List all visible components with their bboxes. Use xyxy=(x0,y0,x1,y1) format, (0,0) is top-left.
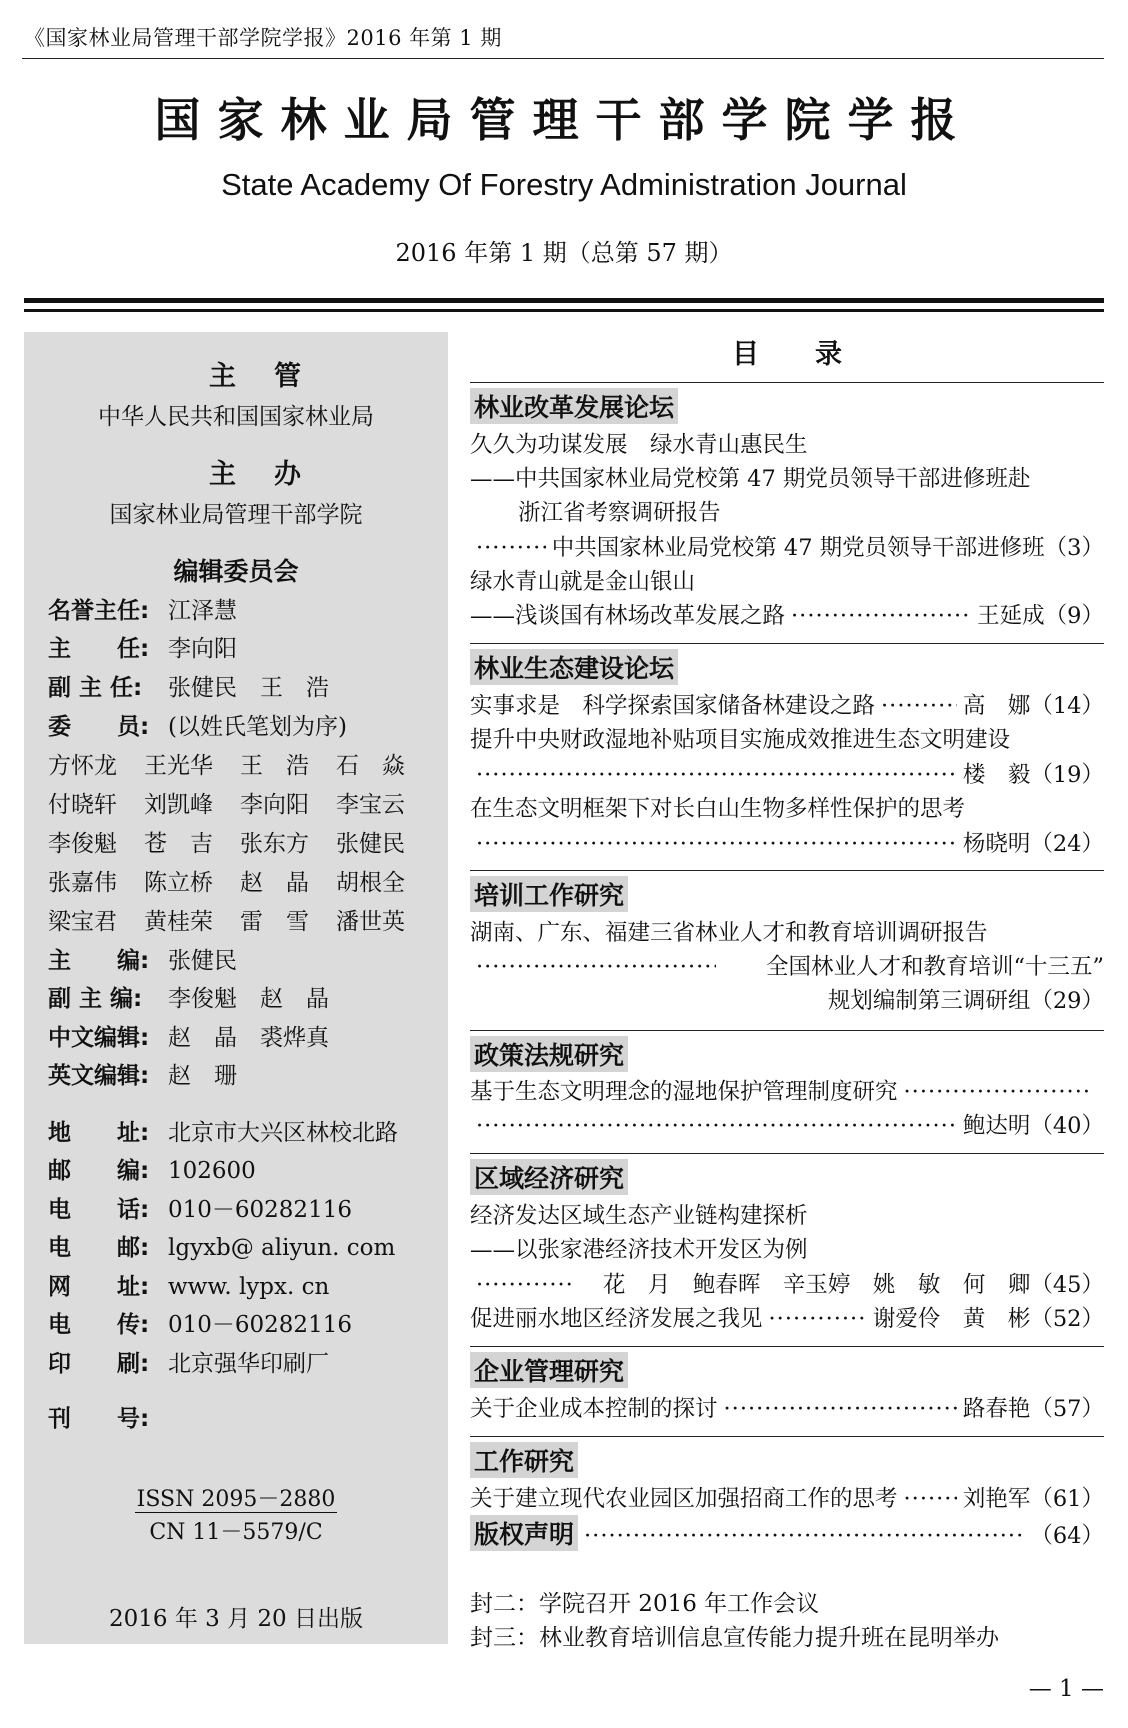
members-line xyxy=(48,825,432,858)
article-title: 湖南、广东、福建三省林业人才和教育培训调研报告 xyxy=(470,920,988,946)
publication-date: 2016 年 3 月 20 日出版 xyxy=(109,1606,363,1632)
chair-row xyxy=(48,630,237,663)
members-note: (以姓氏笔划为序) xyxy=(168,714,347,740)
masthead-panel xyxy=(24,332,448,1644)
dot-leader xyxy=(476,762,957,788)
article-title: 实事求是 科学探索国家储备林建设之路 xyxy=(470,693,876,719)
members-line xyxy=(48,786,432,819)
section-rule xyxy=(470,643,1104,644)
member-name: 张健民 xyxy=(336,831,405,857)
supervisor-heading: 主管 xyxy=(209,361,339,392)
issn-text: ISSN 2095－2880 xyxy=(136,1487,336,1512)
email: lgyxb@ aliyun. com xyxy=(168,1235,396,1261)
toc-title: 目录 xyxy=(732,339,898,370)
article-author: 全国林业人才和教育培训“十三五” xyxy=(765,954,1104,980)
members-line xyxy=(48,747,432,780)
dot-leader xyxy=(476,831,957,857)
article-author: 杨晓明（24） xyxy=(962,831,1104,857)
section-heading: 工作研究 xyxy=(470,1442,578,1478)
dot-leader xyxy=(476,954,716,980)
article-title: 关于企业成本控制的探讨 xyxy=(470,1396,718,1422)
dot-leader xyxy=(904,1079,1090,1105)
article-subtitle: ——以张家港经济技术开发区为例 xyxy=(470,1237,808,1263)
member-name: 赵 晶 xyxy=(240,870,309,896)
toc-entry[interactable] xyxy=(470,1267,1104,1299)
supervisor: 中华人民共和国国家林业局 xyxy=(98,404,374,430)
deputy-editor-row xyxy=(48,980,329,1013)
article-author: 王延成（9） xyxy=(977,603,1104,629)
toc-entry[interactable] xyxy=(470,949,1104,981)
page-ref: （64） xyxy=(1030,1523,1104,1549)
members-line xyxy=(48,903,432,936)
cn-number: CN 11－5579/C xyxy=(149,1520,323,1545)
phone-label: 电 话: xyxy=(48,1197,150,1223)
toc-entry[interactable] xyxy=(470,598,1104,630)
article-author: 谢爱伶 黄 彬（52） xyxy=(872,1306,1104,1332)
member-name: 苍 吉 xyxy=(144,831,213,857)
address: 北京市大兴区林校北路 xyxy=(168,1120,398,1146)
section-rule xyxy=(470,1346,1104,1347)
address-label: 地 址: xyxy=(48,1120,150,1146)
member-name: 刘凯峰 xyxy=(144,792,213,818)
toc-entry[interactable] xyxy=(470,1108,1104,1140)
sponsor: 国家林业局管理干部学院 xyxy=(109,502,363,528)
sponsor-heading: 主办 xyxy=(209,459,339,490)
member-name: 陈立桥 xyxy=(144,870,213,896)
dot-leader xyxy=(769,1306,867,1332)
section-rule xyxy=(470,1436,1104,1437)
article-author: 中共国家林业局党校第 47 期党员领导干部进修班（3） xyxy=(551,535,1104,561)
phone: 010－60282116 xyxy=(168,1197,352,1223)
section-heading: 林业生态建设论坛 xyxy=(470,649,678,685)
member-name: 梁宝君 xyxy=(48,909,117,935)
toc-entry[interactable] xyxy=(470,688,1104,720)
toc-entry[interactable] xyxy=(470,1301,1104,1333)
dot-leader xyxy=(476,1272,576,1298)
printer-row xyxy=(48,1345,329,1378)
article-subtitle: ——浅谈国有林场改革发展之路 xyxy=(470,603,786,629)
cover3-note: 封三：林业教育培训信息宣传能力提升班在昆明举办 xyxy=(470,1625,999,1651)
section-heading: 林业改革发展论坛 xyxy=(470,388,678,424)
address-row xyxy=(48,1114,398,1147)
article-author: 高 娜（14） xyxy=(962,693,1104,719)
toc-entry[interactable] xyxy=(470,757,1104,789)
vice-chair: 张健民 王 浩 xyxy=(168,675,329,701)
section-rule xyxy=(470,1030,1104,1031)
article-title: 促进丽水地区经济发展之我见 xyxy=(470,1306,763,1332)
postcode: 102600 xyxy=(168,1158,256,1184)
article-author: 楼 毅（19） xyxy=(962,762,1104,788)
email-label: 电 邮: xyxy=(48,1235,150,1261)
member-name: 李宝云 xyxy=(336,792,405,818)
cn-editor-row xyxy=(48,1019,329,1052)
issue-number: 2016 年第 1 期（总第 57 期） xyxy=(395,239,733,267)
dot-leader xyxy=(791,603,971,629)
section-heading: 企业管理研究 xyxy=(470,1352,628,1388)
member-name: 王光华 xyxy=(144,753,213,779)
article-title: 在生态文明框架下对长白山生物多样性保护的思考 xyxy=(470,796,966,822)
toc-entry[interactable] xyxy=(470,826,1104,858)
member-name: 付晓轩 xyxy=(48,792,117,818)
website: www. lypx. cn xyxy=(168,1274,330,1300)
section-heading: 区域经济研究 xyxy=(470,1159,628,1195)
postcode-row xyxy=(48,1152,256,1185)
honorary-chair-row xyxy=(48,592,237,625)
section-heading: 政策法规研究 xyxy=(470,1036,628,1072)
dot-leader xyxy=(476,535,546,561)
article-title: 久久为功谋发展 绿水青山惠民生 xyxy=(470,432,808,458)
title-rule-thick xyxy=(24,298,1104,303)
section-rule xyxy=(470,1153,1104,1154)
article-title: 基于生态文明理念的湿地保护管理制度研究 xyxy=(470,1079,898,1105)
dot-leader xyxy=(584,1523,1024,1549)
member-name: 方怀龙 xyxy=(48,753,117,779)
section-rule xyxy=(470,382,1104,383)
article-subtitle: ——中共国家林业局党校第 47 期党员领导干部进修班赴 xyxy=(470,466,1031,492)
section-heading: 版权声明 xyxy=(470,1515,578,1551)
printer-label: 印 刷: xyxy=(48,1351,150,1377)
journal-english-title: State Academy Of Forestry Administration Journal xyxy=(221,167,907,202)
deputy-editor: 李俊魁 赵 晶 xyxy=(168,986,329,1012)
serial-row xyxy=(48,1400,168,1433)
journal-title: 国家林业局管理干部学院学报 xyxy=(154,93,974,147)
article-title: 绿水青山就是金山银山 xyxy=(470,569,696,595)
honorary-chair: 江泽慧 xyxy=(168,598,237,624)
fax-row xyxy=(48,1306,352,1339)
cn-editor: 赵 晶 裘烨真 xyxy=(168,1025,329,1051)
article-title: 经济发达区域生态产业链构建探析 xyxy=(470,1203,808,1229)
toc-entry[interactable] xyxy=(470,1391,1104,1423)
dot-leader xyxy=(904,1486,957,1512)
members-row xyxy=(48,708,347,741)
toc-entry[interactable] xyxy=(470,1515,1104,1551)
editor-row xyxy=(48,942,237,975)
article-author: 规划编制第三调研组（29） xyxy=(827,988,1104,1014)
email-row xyxy=(48,1229,395,1262)
page-number: — 1 — xyxy=(1028,1676,1104,1702)
en-editor-label: 英文编辑: xyxy=(48,1063,150,1089)
member-name: 石 焱 xyxy=(336,753,405,779)
header-rule xyxy=(22,58,1104,59)
toc-entry[interactable] xyxy=(470,530,1104,562)
postcode-label: 邮 编: xyxy=(48,1158,150,1184)
committee-heading: 编辑委员会 xyxy=(173,557,299,586)
member-name: 张嘉伟 xyxy=(48,870,117,896)
issn xyxy=(24,1482,448,1513)
title-rule-thin xyxy=(24,309,1104,312)
vice-chair-row xyxy=(48,669,329,702)
article-author: 鲍达明（40） xyxy=(962,1113,1104,1139)
editor: 张健民 xyxy=(168,948,237,974)
en-editor-row xyxy=(48,1057,237,1090)
article-author: 花 月 鲍春晖 辛玉婷 姚 敏 何 卿（45） xyxy=(602,1272,1104,1298)
serial-label: 刊 号: xyxy=(48,1406,150,1432)
vice-chair-label: 副 主 任: xyxy=(48,675,143,701)
member-name: 李向阳 xyxy=(240,792,309,818)
article-subtitle: 浙江省考察调研报告 xyxy=(518,500,721,526)
toc-entry[interactable] xyxy=(470,1481,1104,1513)
article-author: 路春艳（57） xyxy=(962,1396,1104,1422)
members-line xyxy=(48,864,432,897)
web-label: 网 址: xyxy=(48,1274,150,1300)
chair: 李向阳 xyxy=(168,636,237,662)
member-name: 潘世英 xyxy=(336,909,405,935)
section-heading: 培训工作研究 xyxy=(470,876,628,912)
fax: 010－60282116 xyxy=(168,1312,352,1338)
dot-leader xyxy=(724,1396,957,1422)
dot-leader xyxy=(476,1113,957,1139)
printer: 北京强华印刷厂 xyxy=(168,1351,329,1377)
dot-leader xyxy=(881,693,957,719)
member-name: 雷 雪 xyxy=(240,909,309,935)
article-title: 关于建立现代农业园区加强招商工作的思考 xyxy=(470,1486,898,1512)
deputy-editor-label: 副 主 编: xyxy=(48,986,143,1012)
phone-row xyxy=(48,1191,352,1224)
members-label: 委 员: xyxy=(48,714,150,740)
editor-label: 主 编: xyxy=(48,948,150,974)
honorary-chair-label: 名誉主任: xyxy=(48,598,150,624)
section-rule xyxy=(470,870,1104,871)
member-name: 胡根全 xyxy=(336,870,405,896)
member-name: 李俊魁 xyxy=(48,831,117,857)
cn-editor-label: 中文编辑: xyxy=(48,1025,150,1051)
chair-label: 主 任: xyxy=(48,636,150,662)
member-name: 张东方 xyxy=(240,831,309,857)
article-title: 提升中央财政湿地补贴项目实施成效推进生态文明建设 xyxy=(470,727,1011,753)
cover2-note: 封二：学院召开 2016 年工作会议 xyxy=(470,1591,820,1617)
member-name: 王 浩 xyxy=(240,753,309,779)
running-head: 《国家林业局管理干部学院学报》2016 年第 1 期 xyxy=(24,26,502,50)
article-author: 刘艳军（61） xyxy=(962,1486,1104,1512)
en-editor: 赵 珊 xyxy=(168,1063,237,1089)
toc-entry[interactable] xyxy=(470,1074,1104,1106)
member-name: 黄桂荣 xyxy=(144,909,213,935)
fax-label: 电 传: xyxy=(48,1312,150,1338)
web-row xyxy=(48,1268,329,1301)
